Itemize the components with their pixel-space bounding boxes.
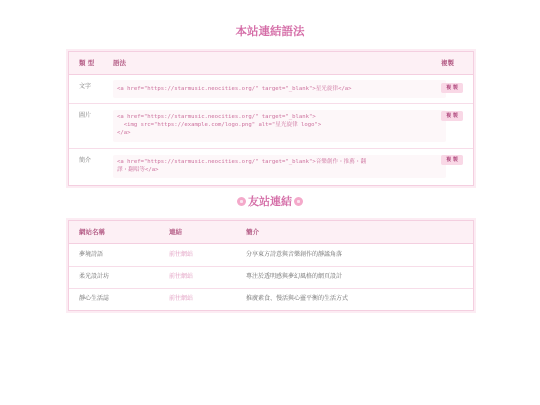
syntax-section-title: 本站連結語法 — [235, 24, 305, 38]
friends-title-text: 友站連結 — [248, 195, 292, 208]
site-name: 柔光設計坊 — [79, 273, 110, 280]
code-snippet[interactable]: <a href="https://starmusic.neocities.org/" target="_blank"> <img src="https://example.com/logo.png" alt="星光旋律 logo"> </a> — [113, 110, 446, 142]
copy-button[interactable]: 複 製 — [441, 155, 463, 165]
flower-icon — [237, 197, 246, 206]
site-intro: 分享東方詩意與音樂創作的靜謐角落 — [246, 251, 343, 258]
header-intro: 簡介 — [246, 228, 259, 236]
visit-site-link[interactable]: 前往網站 — [169, 295, 194, 302]
row-type: 圖片 — [79, 112, 92, 119]
header-type: 類 型 — [79, 59, 95, 67]
table-row — [69, 104, 473, 149]
link-syntax-table — [68, 51, 474, 186]
table-header — [69, 221, 473, 244]
table-row — [69, 75, 473, 104]
visit-site-link[interactable]: 前往網站 — [169, 273, 194, 280]
table-header — [69, 52, 473, 75]
visit-site-link[interactable]: 前往網站 — [169, 251, 194, 258]
table-row — [69, 266, 473, 289]
site-name: 夢境詩語 — [79, 251, 104, 258]
header-syntax: 語法 — [113, 59, 126, 67]
copy-button[interactable]: 複 製 — [441, 83, 463, 93]
header-copy: 複製 — [441, 59, 454, 67]
friend-links-table — [68, 220, 474, 311]
flower-icon — [294, 197, 303, 206]
row-type: 簡介 — [79, 157, 92, 164]
table-row — [69, 244, 473, 267]
header-site-name: 網站名稱 — [79, 228, 105, 236]
table-row — [69, 288, 473, 310]
row-type: 文字 — [79, 83, 92, 90]
site-name: 靜心生活誌 — [79, 295, 110, 302]
friends-section-title — [0, 193, 540, 209]
table-row — [69, 149, 473, 185]
site-intro: 推廣素食、慢活與心靈平衡的生活方式 — [246, 295, 349, 302]
code-snippet[interactable]: <a href="https://starmusic.neocities.org/" target="_blank">音樂創作・推薦・翻 譯・翻唱等</a> — [113, 155, 446, 178]
code-snippet[interactable]: <a href="https://starmusic.neocities.org/" target="_blank">星光旋律</a> — [113, 80, 446, 98]
copy-button[interactable]: 複 製 — [441, 111, 463, 121]
site-intro: 專注於透明感與夢幻風格的網頁設計 — [246, 273, 343, 280]
header-link: 連結 — [169, 228, 182, 236]
